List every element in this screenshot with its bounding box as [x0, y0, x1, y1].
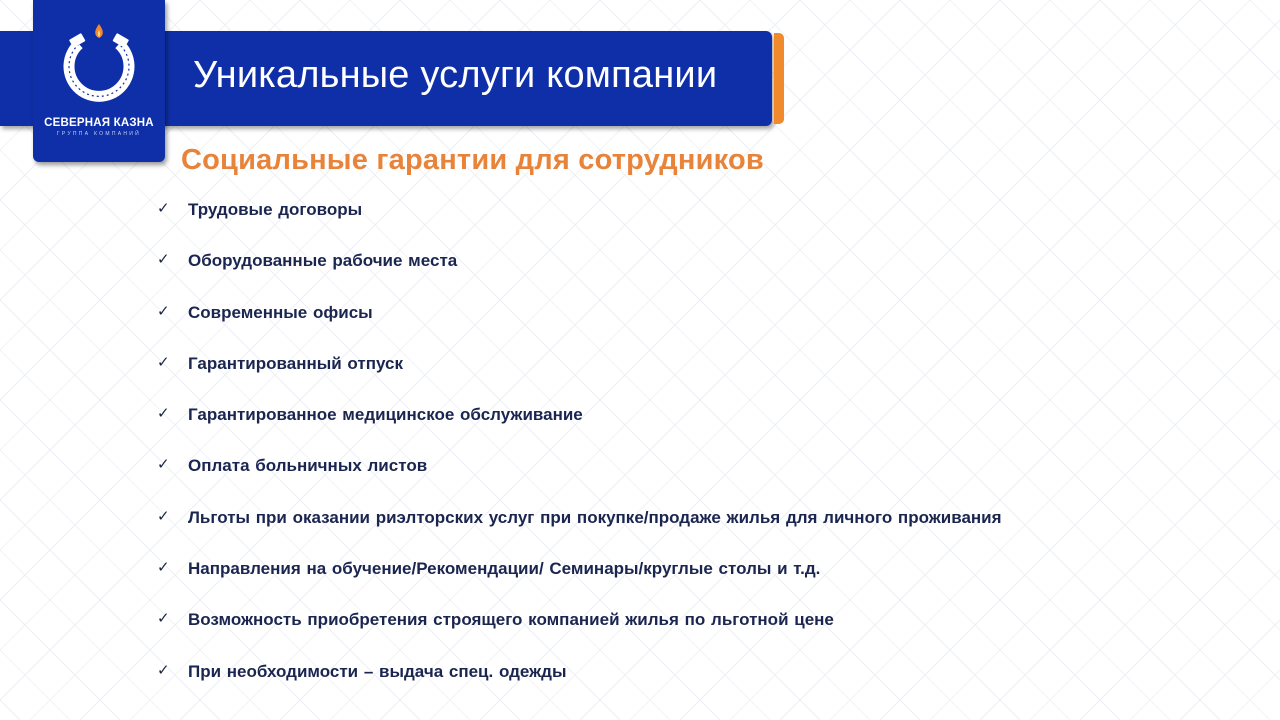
horseshoe-flame-logo-icon: [57, 22, 141, 116]
check-icon: ✓: [157, 507, 170, 525]
page-title: Уникальные услуги компании: [193, 54, 718, 96]
logo-company-name: СЕВЕРНАЯ КАЗНА: [44, 117, 154, 129]
company-logo: [33, 0, 165, 162]
check-icon: ✓: [157, 610, 170, 628]
logo-company-subtitle: ГРУППА КОМПАНИЙ: [56, 131, 142, 137]
check-icon: ✓: [157, 661, 170, 679]
check-icon: ✓: [157, 405, 170, 423]
check-icon: ✓: [157, 302, 170, 320]
check-icon: ✓: [157, 456, 170, 474]
title-accent-bar: [774, 33, 784, 124]
check-icon: ✓: [157, 559, 170, 577]
check-icon: ✓: [157, 251, 170, 269]
check-icon: ✓: [157, 353, 170, 371]
section-title: Социальные гарантии для сотрудников: [181, 144, 764, 176]
check-icon: ✓: [157, 200, 170, 217]
